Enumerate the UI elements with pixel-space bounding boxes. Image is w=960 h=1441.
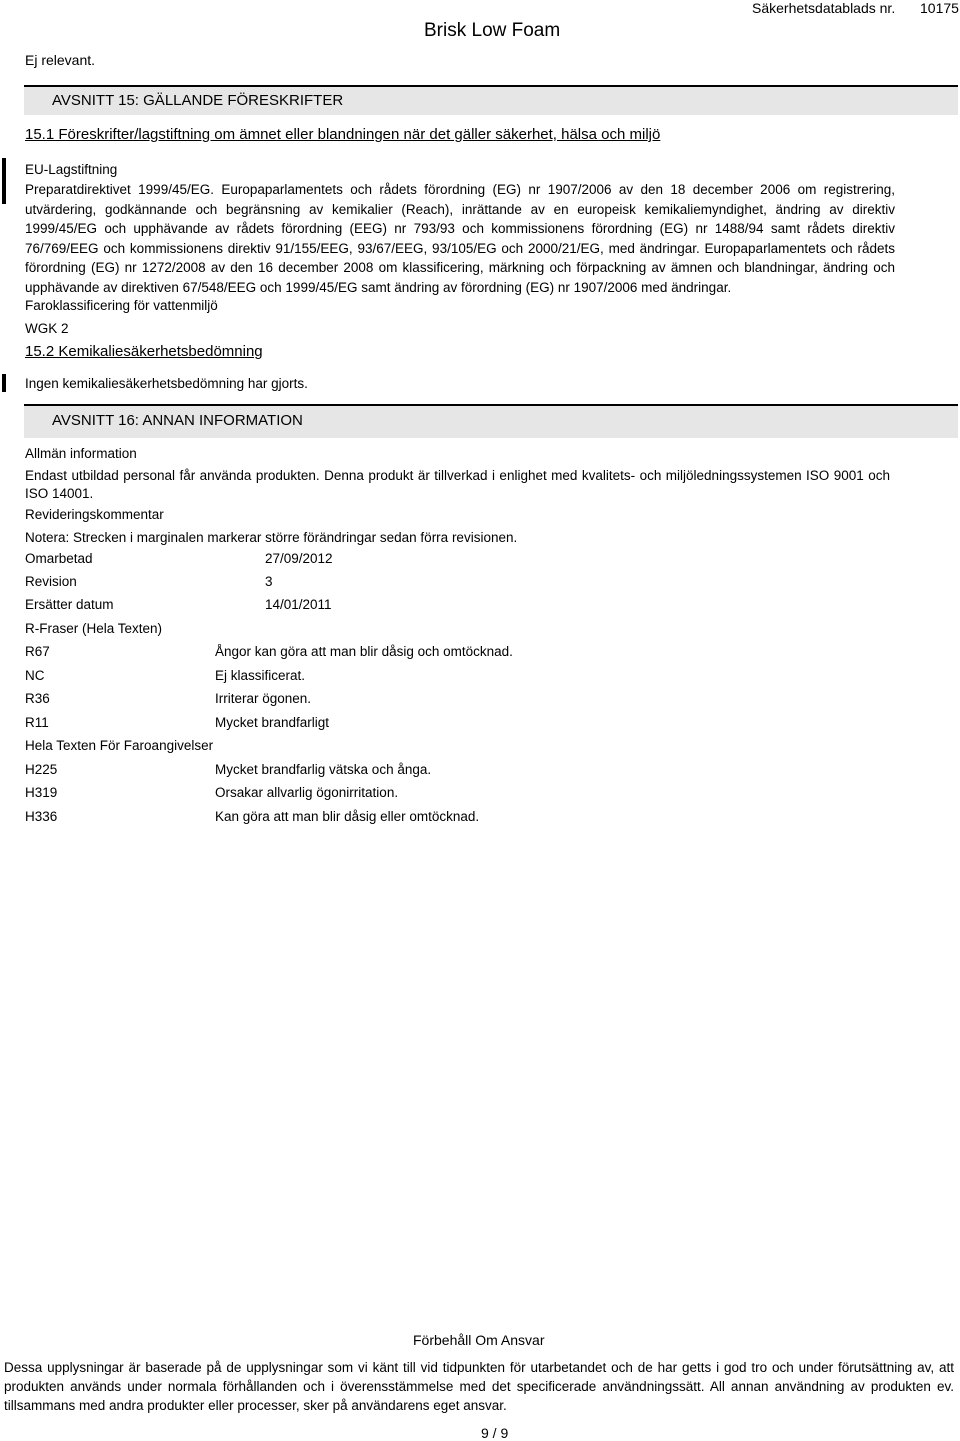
subsection-15-2-title: 15.2 Kemikaliesäkerhetsbedömning	[25, 343, 263, 360]
section-15-heading	[24, 85, 958, 115]
water-class-label: Faroklassificering för vattenmiljö	[25, 298, 218, 313]
product-title: Brisk Low Foam	[424, 20, 561, 41]
revision-change-bar	[2, 374, 6, 392]
r-phrase-text: Mycket brandfarligt	[215, 715, 330, 730]
sds-number: 10175	[920, 0, 959, 16]
revision-label: Revision	[25, 574, 77, 589]
supersedes-value: 14/01/2011	[265, 597, 332, 612]
general-info-label: Allmän information	[25, 446, 137, 461]
r-phrase-text: Ej klassificerat.	[215, 668, 306, 683]
general-info-text: Endast utbildad personal får använda produkten. Denna produkt är tillverkad i enlighet med kvalitets- och miljöledningssystemen ISO 9001 och ISO 14001.	[25, 468, 890, 501]
previous-section-remnant: Ej relevant.	[25, 52, 96, 68]
r-phrase-code: R11	[25, 715, 49, 730]
revision-change-bar	[2, 158, 6, 204]
revised-value: 27/09/2012	[265, 551, 333, 566]
r-phrases-label: R-Fraser (Hela Texten)	[25, 621, 163, 636]
h-phrase-code: H336	[25, 809, 58, 824]
disclaimer-text: Dessa upplysningar är baserade på de upplysningar som vi känt till vid tidpunkten för utarbetandet och de har getts i god tro och under förutsättning av, att produkten används under normala förhållanden och i överensstämmelse med det specificerade användningssätt. All annan användning av produkten ev. tillsammans med andra produkter eller processer, sker på användarens eget ansvar.	[4, 1360, 954, 1413]
revision-comments-label: Revideringskommentar	[25, 507, 164, 522]
h-phrase-code: H319	[25, 785, 58, 800]
section-16-title: AVSNITT 16: ANNAN INFORMATION	[52, 412, 303, 429]
r-phrase-code: R36	[25, 691, 50, 706]
chemical-assessment-text: Ingen kemikaliesäkerhetsbedömning har gjorts.	[25, 376, 308, 391]
r-phrase-text: Ångor kan göra att man blir dåsig och omtöcknad.	[215, 644, 513, 659]
disclaimer-title: Förbehåll Om Ansvar	[413, 1332, 545, 1348]
sds-label: Säkerhetsdatablads nr.	[752, 0, 896, 16]
page-indicator: 9 / 9	[481, 1425, 509, 1441]
revision-note: Notera: Strecken i marginalen markerar större förändringar sedan förra revisionen.	[25, 530, 518, 545]
regulation-text: Preparatdirektivet 1999/45/EG. Europaparlamentets och rådets förordning (EG) nr 1907/2006 av den 18 december 2006 om registrering, utvärdering, godkännande och begränsning av kemikalier (Reach), inrättande av en europeisk kemikaliemyndighet, ändring av direktiv 1999/45/EG och upphävande av rådets förordning (EEG) nr 793/93 och kommissionens förordning (EG) nr 1488/94 samt rådets direktiv 76/769/EEG och kommissionens direktiv 91/155/EEG, 93/67/EEG, 93/105/EG och 2000/21/EG, med ändringar. Europaparlamentets och rådets förordning (EG) nr 1272/2008 av den 16 december 2008 om klassificering, märkning och förpackning av ämnen och blandningar, ändring och upphävande av direktiven 67/548/EEG och 1999/45/EG samt ändring av förordning (EG) nr 1907/2006 med ändringar.	[25, 182, 895, 295]
h-phrase-code: H225	[25, 762, 58, 777]
revision-value: 3	[265, 574, 273, 589]
h-phrase-text: Kan göra att man blir dåsig eller omtöcknad.	[215, 809, 480, 824]
r-phrase-code: R67	[25, 644, 50, 659]
water-class-value: WGK 2	[25, 321, 69, 336]
supersedes-label: Ersätter datum	[25, 597, 114, 612]
r-phrase-code: NC	[25, 668, 45, 683]
subsection-15-1-title: 15.1 Föreskrifter/lagstiftning om ämnet eller blandningen när det gäller säkerhet, hälsa och miljö	[25, 126, 661, 143]
section-16-heading	[24, 404, 958, 438]
section-15-title: AVSNITT 15: GÄLLANDE FÖRESKRIFTER	[52, 92, 344, 109]
eu-legislation-label: EU-Lagstiftning	[25, 162, 118, 177]
r-phrase-text: Irriterar ögonen.	[215, 691, 312, 706]
h-phrases-label: Hela Texten För Faroangivelser	[25, 738, 214, 753]
h-phrase-text: Orsakar allvarlig ögonirritation.	[215, 785, 399, 800]
h-phrase-text: Mycket brandfarlig vätska och ånga.	[215, 762, 432, 777]
revised-label: Omarbetad	[25, 551, 93, 566]
